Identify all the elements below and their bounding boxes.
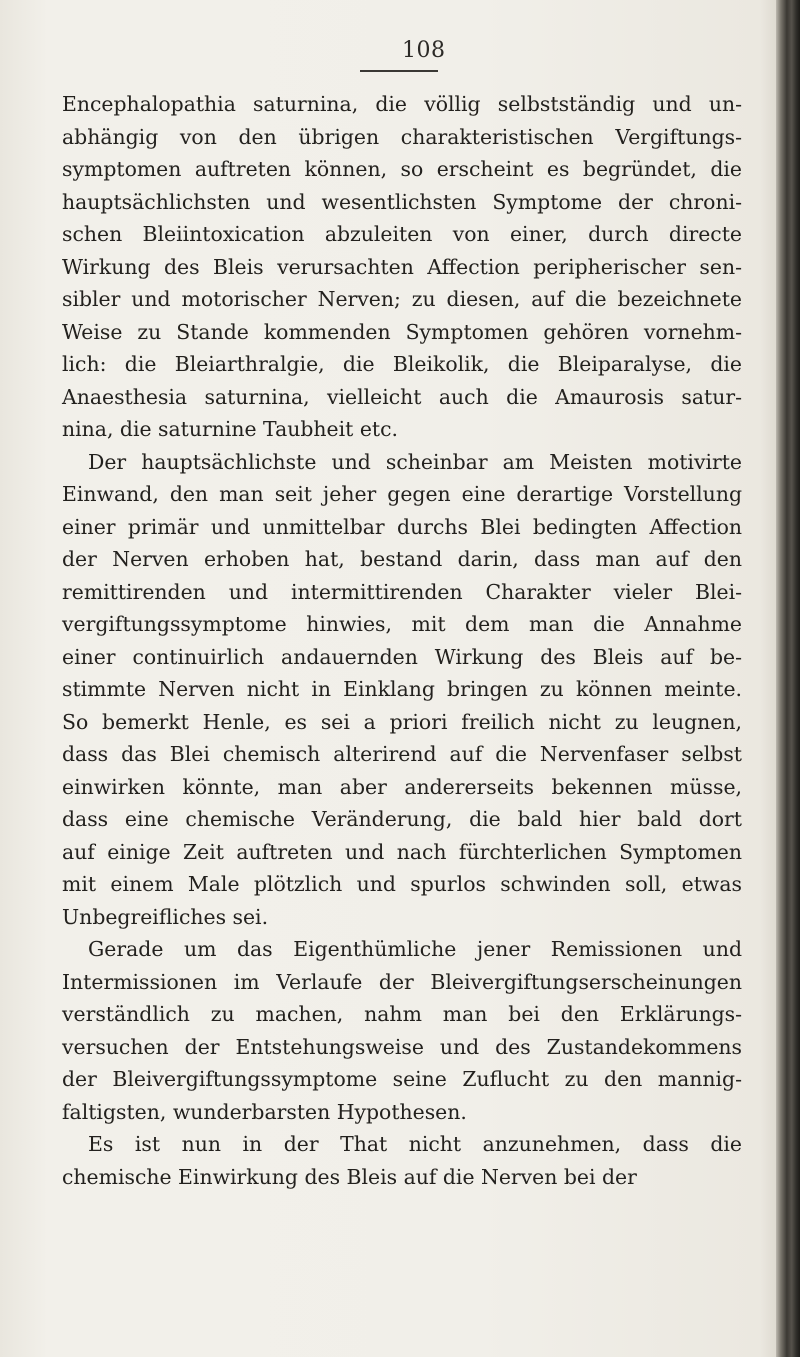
- text-line: nina, die saturnine Taubheit etc.: [62, 417, 398, 441]
- text-line: faltigsten, wunderbarsten Hypothesen.: [62, 1099, 467, 1124]
- text-line: Intermissionen im Verlaufe der Bleivergiftungserscheinungen: [62, 969, 742, 994]
- book-spine-edge: [776, 0, 800, 1357]
- text-line: auf einige Zeit auftreten und nach fürchterlichen Symptomen: [62, 839, 742, 864]
- text-line: symptomen auftreten können, so erscheint es begründet, die: [62, 157, 742, 181]
- text-line: mit einem Male plötzlich und spurlos schwinden soll, etwas: [62, 872, 742, 896]
- text-line: Wirkung des Bleis verursachten Affection peripherischer sen-: [62, 254, 742, 279]
- text-line: lich: die Bleiarthralgie, die Bleikolik, die Bleiparalyse, die: [62, 352, 742, 376]
- text-line: stimmte Nerven nicht in Einklang bringen zu können meinte.: [62, 677, 742, 701]
- text-line: Anaesthesia saturnina, vielleicht auch die Amaurosis satur-: [62, 384, 742, 409]
- text-line: der Bleivergiftungssymptome seine Zuflucht zu den mannig-: [62, 1067, 742, 1091]
- text-line: Einwand, den man seit jeher gegen eine derartige Vorstellung: [62, 482, 742, 506]
- text-line: Der hauptsächlichste und scheinbar am Meisten motivirte: [88, 449, 742, 474]
- text-line: Encephalopathia saturnina, die völlig selbstständig und un-: [62, 92, 742, 116]
- text-line: dass eine chemische Veränderung, die bald hier bald dort: [62, 807, 742, 831]
- page-number-underline: [360, 70, 438, 72]
- text-line: verständlich zu machen, nahm man bei den Erklärungs-: [62, 1002, 742, 1026]
- text-line: vergiftungssymptome hinwies, mit dem man die Annahme: [62, 612, 742, 636]
- text-line: remittirenden und intermittirenden Charakter vieler Blei-: [62, 579, 742, 604]
- text-line: sibler und motorischer Nerven; zu diesen, auf die bezeichnete: [62, 287, 742, 311]
- page-number: 108: [402, 38, 446, 63]
- text-line: einer primär und unmittelbar durchs Blei bedingten Affection: [62, 514, 742, 539]
- text-line: versuchen der Entstehungsweise und des Zustandekommens: [62, 1034, 742, 1059]
- text-line: einwirken könnte, man aber andererseits bekennen müsse,: [62, 774, 742, 799]
- text-line: chemische Einwirkung des Bleis auf die Nerven bei der: [62, 1164, 637, 1189]
- text-line: der Nerven erhoben hat, bestand darin, dass man auf den: [62, 547, 742, 571]
- text-line: Es ist nun in der That nicht anzunehmen, dass die: [88, 1132, 742, 1156]
- text-line: Unbegreifliches sei.: [62, 904, 269, 929]
- body-text: [62, 88, 742, 1193]
- text-line: einer continuirlich andauernden Wirkung des Bleis auf be-: [62, 644, 742, 669]
- text-line: schen Bleiintoxication abzuleiten von einer, durch directe: [62, 222, 742, 246]
- text-line: dass das Blei chemisch alterirend auf die Nervenfaser selbst: [62, 742, 742, 766]
- text-line: Weise zu Stande kommenden Symptomen gehören vornehm-: [62, 319, 742, 344]
- text-line: So bemerkt Henle, es sei a priori freilich nicht zu leugnen,: [62, 709, 742, 734]
- text-line: Gerade um das Eigenthümliche jener Remissionen und: [88, 937, 742, 961]
- text-line: hauptsächlichsten und wesentlichsten Symptome der chroni-: [62, 189, 742, 214]
- text-line: abhängig von den übrigen charakteristischen Vergiftungs-: [62, 124, 742, 149]
